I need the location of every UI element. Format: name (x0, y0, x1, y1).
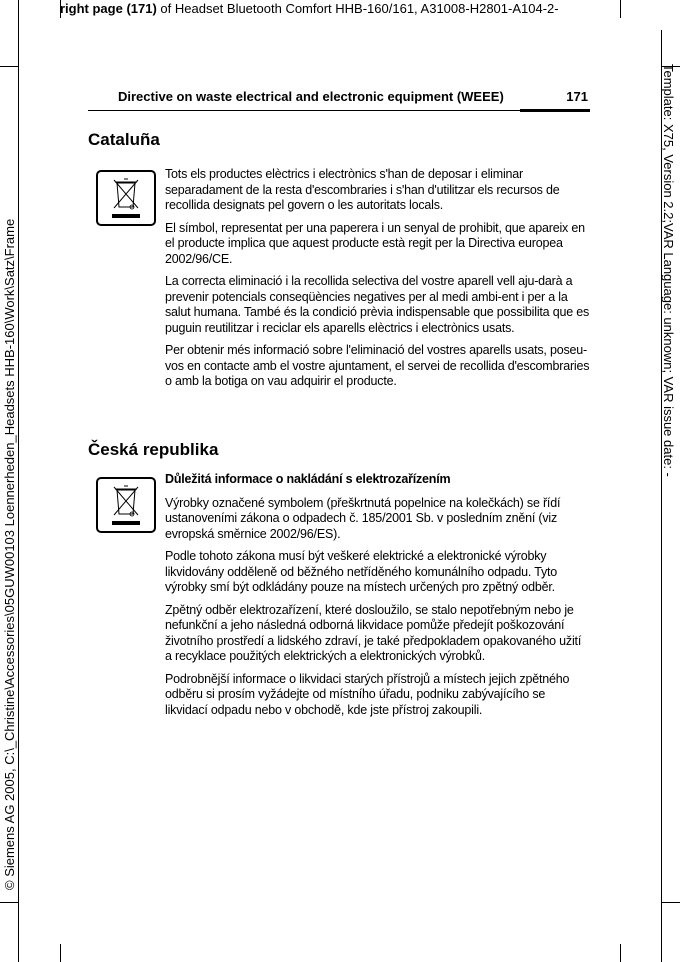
copyright-path: © Siemens AG 2005, C:\_Christine\Accessories\05GUW00103 Loennerheden_Headsets HHB-160\Work\Satz\Frame (2, 218, 17, 890)
section-heading-ceska-republika: Česká republika (88, 440, 219, 459)
header-rule (88, 110, 520, 111)
template-info: Template: X75, Version 2.2;VAR Language: unknown; VAR issue date: - (661, 64, 676, 477)
paragraph: La correcta eliminació i la recollida selectiva del vostre aparell vell aju-darà a prevenir potencials conseqüències negatives per al medi ambi-ent i per a la salut humana. També és la condició prèvia indispensable que possibilita que es puguin reutilitzar i reciclar els aparells elèctrics i electrònics usats. (165, 274, 590, 335)
section-body-cataluna (165, 167, 591, 397)
page-title: Directive on waste electrical and electronic equipment (WEEE) (118, 89, 504, 104)
paragraph: Podrobnější informace o likvidaci starých přístrojů a místech jejich zpětného odběru si prosím vyžádejte od místního úřadu, podniku zabývajícího se likvidací odpadu nebo v obchodě, kde jste přístroj zakoupili. (165, 671, 570, 717)
paragraph: Tots els productes elèctrics i electrònics s'han de deposar i eliminar separadament de la resta d'escombraries i s'han d'utilitzar els recursos de recollida designats pel govern o les autoritats locals. (165, 167, 560, 212)
crop-mark (620, 944, 621, 962)
crossed-out-wheelie-bin-icon (96, 170, 156, 226)
section-body-ceska-republika (165, 472, 591, 725)
print-info-page: right page (171) (60, 1, 157, 16)
section-heading-cataluna: Cataluña (88, 130, 160, 149)
crop-mark (60, 944, 61, 962)
page-header (88, 86, 590, 110)
paragraph: Per obtenir més informació sobre l'eliminació del vostres aparells usats, poseu-vos en contacte amb el vostre ajuntament, el servei de recollida d'escombraries o amb la botiga on vau adquirir el producte. (165, 343, 590, 388)
paragraph: El símbol, representat per una paperera i un senyal de prohibit, que apareix en el producte implica que aquest producte està regit per la Directiva europea 2002/96/CE. (165, 220, 585, 266)
crossed-out-wheelie-bin-icon (96, 477, 156, 533)
header-rule-thick (520, 109, 590, 112)
crop-mark (662, 902, 680, 903)
paragraph: Výrobky označené symbolem (přeškrtnutá popelnice na kolečkách) se řídí ustanoveními zákona o odpadech č. 185/2001 Sb. v posledním znění (viz evropská směrnice 2002/96/ES). (165, 495, 561, 541)
print-info-rest: of Headset Bluetooth Comfort HHB-160/161, A31008-H2801-A104-2- (156, 1, 559, 16)
section-lead: Důležitá informace o nakládání s elektrozařízením (165, 472, 451, 486)
paragraph: Zpětný odběr elektrozařízení, které dosloužilo, se stalo nepotřebným nebo je nefunkční a jeho následná odborná likvidace pomůže předejít poškozování životního prostředí a lidského zdraví, je také předpokladem opakovaného užití a recyklace použitých elektrických a elektronických výrobků. (165, 602, 582, 663)
side-left-info (0, 0, 20, 962)
page-number: 171 (566, 89, 588, 104)
print-info-line (60, 0, 666, 22)
paragraph: Podle tohoto zákona musí být veškeré elektrické a elektronické výrobky likvidovány odděleně od běžného netříděného komunálního odpadu. Tyto výrobky smí být odkládány pouze na místech určených pro zpětný odběr. (165, 549, 558, 594)
